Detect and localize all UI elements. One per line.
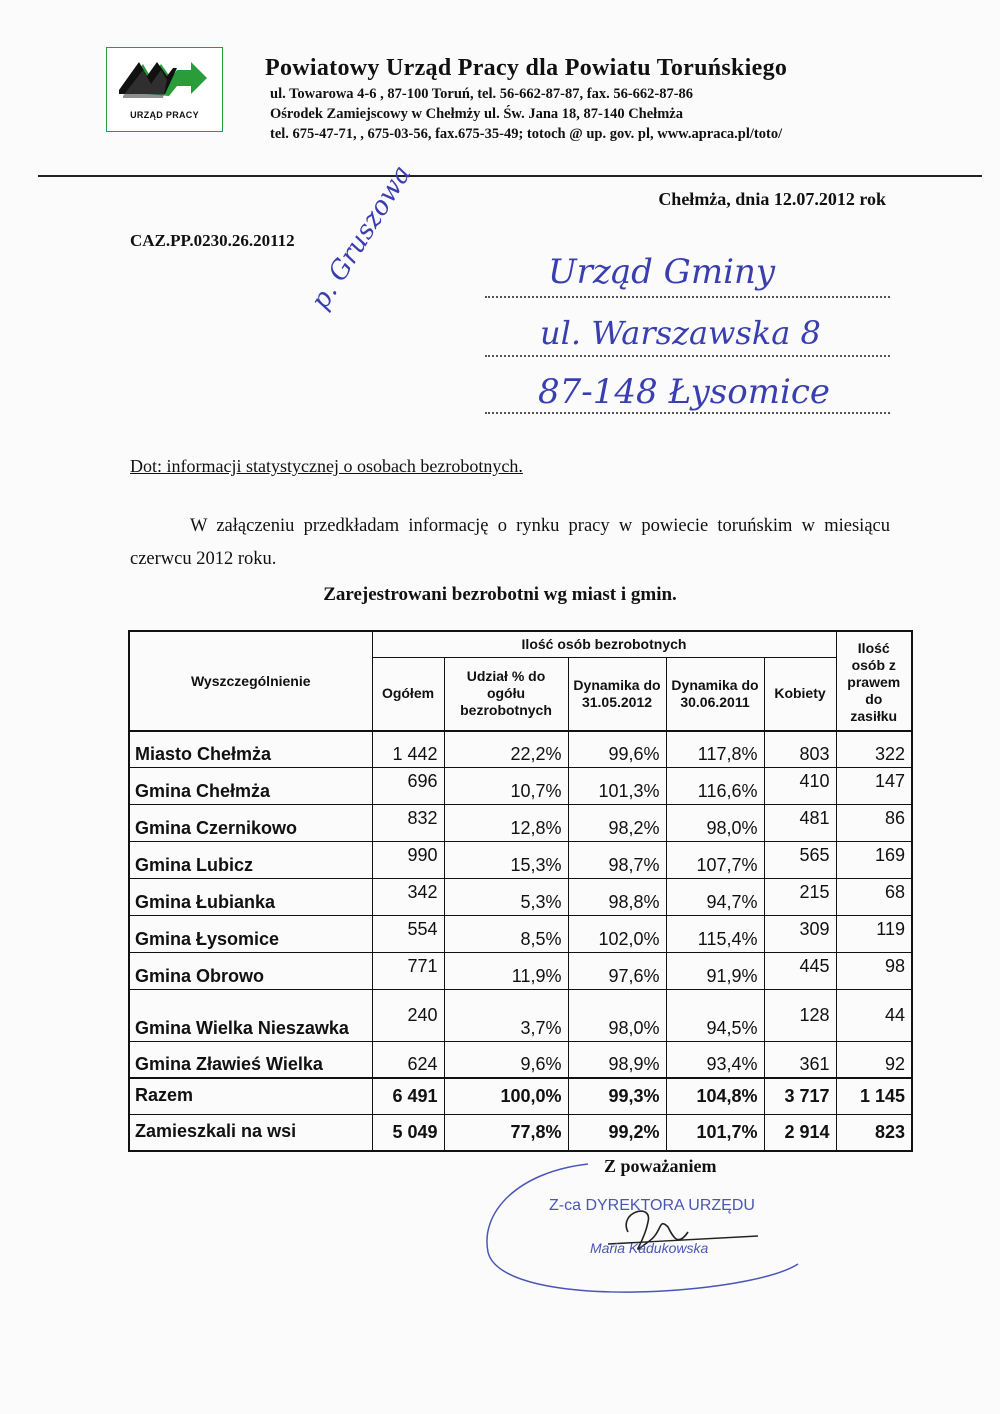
cell-dyn2: 115,4% xyxy=(666,916,764,953)
cell-women: 361 xyxy=(764,1042,836,1079)
cell-total: 240 xyxy=(372,990,444,1042)
cell-benefit: 98 xyxy=(836,953,912,990)
cell-benefit: 44 xyxy=(836,990,912,1042)
cell-women: 481 xyxy=(764,805,836,842)
row-name: Razem xyxy=(129,1078,372,1115)
cell-dyn1: 98,7% xyxy=(568,842,666,879)
cell-dyn2: 94,5% xyxy=(666,990,764,1042)
cell-dyn1: 98,0% xyxy=(568,990,666,1042)
reference-number: CAZ.PP.0230.26.20112 xyxy=(130,231,295,250)
cell-benefit: 322 xyxy=(836,731,912,768)
recipient-dotline-1 xyxy=(485,296,890,298)
organization-name: Powiatowy Urząd Pracy dla Powiatu Toruńskiego xyxy=(265,55,788,81)
cell-total: 990 xyxy=(372,842,444,879)
cell-share: 5,3% xyxy=(444,879,568,916)
table-total-row xyxy=(129,1078,912,1115)
col-header-dyn2: Dynamika do 30.06.2011 xyxy=(666,657,764,731)
cell-share: 100,0% xyxy=(444,1078,568,1115)
col-header-share: Udział % do ogółu bezrobotnych xyxy=(444,657,568,731)
cell-share: 15,3% xyxy=(444,842,568,879)
col-header-women: Kobiety xyxy=(764,657,836,731)
cell-benefit: 68 xyxy=(836,879,912,916)
cell-share: 11,9% xyxy=(444,953,568,990)
cell-women: 2 914 xyxy=(764,1115,836,1152)
col-header-main: Wyszczególnienie xyxy=(129,631,372,731)
cell-dyn2: 101,7% xyxy=(666,1115,764,1152)
recipient-line-1: Urząd Gminy xyxy=(548,252,776,292)
address-line-3: tel. 675-47-71, , 675-03-56, fax.675-35-49; totoch @ up. gov. pl, www.apraca.pl/toto/ xyxy=(270,126,783,142)
table-row xyxy=(129,731,912,768)
cell-dyn1: 99,3% xyxy=(568,1078,666,1115)
row-name: Gmina Zławieś Wielka xyxy=(129,1042,372,1079)
cell-dyn2: 91,9% xyxy=(666,953,764,990)
cell-women: 128 xyxy=(764,990,836,1042)
table-row xyxy=(129,990,912,1042)
row-name: Gmina Wielka Nieszawka xyxy=(129,990,372,1042)
cell-benefit: 169 xyxy=(836,842,912,879)
cell-dyn2: 98,0% xyxy=(666,805,764,842)
closing-regards: Z poważaniem xyxy=(604,1156,717,1176)
cell-share: 22,2% xyxy=(444,731,568,768)
col-header-dyn1: Dynamika do 31.05.2012 xyxy=(568,657,666,731)
cell-women: 215 xyxy=(764,879,836,916)
cell-dyn2: 116,6% xyxy=(666,768,764,805)
cell-benefit: 1 145 xyxy=(836,1078,912,1115)
cell-benefit: 86 xyxy=(836,805,912,842)
cell-dyn1: 98,2% xyxy=(568,805,666,842)
row-name: Gmina Czernikowo xyxy=(129,805,372,842)
col-header-group: Ilość osób bezrobotnych xyxy=(372,631,836,657)
cell-total: 6 491 xyxy=(372,1078,444,1115)
cell-women: 410 xyxy=(764,768,836,805)
office-logo xyxy=(106,47,223,132)
address-line-1: ul. Towarowa 4-6 , 87-100 Toruń, tel. 56-662-87-87, fax. 56-662-87-86 xyxy=(270,86,694,102)
cell-benefit: 92 xyxy=(836,1042,912,1079)
date-line: Chełmża, dnia 12.07.2012 rok xyxy=(658,189,886,209)
cell-benefit: 147 xyxy=(836,768,912,805)
row-name: Gmina Łysomice xyxy=(129,916,372,953)
row-name: Gmina Lubicz xyxy=(129,842,372,879)
cell-total: 342 xyxy=(372,879,444,916)
stamp-name: Maria Kadukowska xyxy=(590,1240,709,1256)
recipient-dotline-2 xyxy=(485,355,890,357)
address-line-2: Ośrodek Zamiejscowy w Chełmży ul. Św. Jana 18, 87-140 Chełmża xyxy=(270,106,683,122)
cell-share: 10,7% xyxy=(444,768,568,805)
cell-dyn1: 97,6% xyxy=(568,953,666,990)
cell-women: 445 xyxy=(764,953,836,990)
cell-women: 565 xyxy=(764,842,836,879)
cell-dyn2: 117,8% xyxy=(666,731,764,768)
cell-women: 3 717 xyxy=(764,1078,836,1115)
cell-total: 832 xyxy=(372,805,444,842)
cell-total: 696 xyxy=(372,768,444,805)
cell-dyn2: 107,7% xyxy=(666,842,764,879)
cell-dyn2: 94,7% xyxy=(666,879,764,916)
cell-total: 5 049 xyxy=(372,1115,444,1152)
cell-total: 1 442 xyxy=(372,731,444,768)
row-name: Zamieszkali na wsi xyxy=(129,1115,372,1152)
col-header-benefit: Ilość osób z prawem do zasiłku xyxy=(836,631,912,731)
table-row xyxy=(129,1042,912,1079)
row-name: Miasto Chełmża xyxy=(129,731,372,768)
row-name: Gmina Łubianka xyxy=(129,879,372,916)
cell-dyn1: 102,0% xyxy=(568,916,666,953)
cell-dyn1: 98,9% xyxy=(568,1042,666,1079)
cell-dyn2: 104,8% xyxy=(666,1078,764,1115)
recipient-line-2: ul. Warszawska 8 xyxy=(540,314,821,352)
cell-dyn1: 99,2% xyxy=(568,1115,666,1152)
cell-total: 771 xyxy=(372,953,444,990)
cell-dyn1: 99,6% xyxy=(568,731,666,768)
cell-share: 8,5% xyxy=(444,916,568,953)
subject-line: Dot: informacji statystycznej o osobach bezrobotnych. xyxy=(130,456,523,476)
recipient-line-3: 87-148 Łysomice xyxy=(538,372,831,412)
table-row xyxy=(129,916,912,953)
cell-benefit: 119 xyxy=(836,916,912,953)
cell-share: 3,7% xyxy=(444,990,568,1042)
body-paragraph: W załączeniu przedkładam informację o rynku pracy w powiecie toruńskim w miesiącu czerwcu 2012 roku. xyxy=(130,516,890,569)
cell-dyn1: 101,3% xyxy=(568,768,666,805)
stamp-title: Z-ca DYREKTORA URZĘDU xyxy=(549,1197,755,1214)
cell-share: 12,8% xyxy=(444,805,568,842)
header-divider xyxy=(38,175,982,177)
handwritten-annotation: p. Gruszowa xyxy=(305,160,418,315)
cell-dyn1: 98,8% xyxy=(568,879,666,916)
table-total-row xyxy=(129,1115,912,1152)
logo-caption: URZĄD PRACY xyxy=(130,110,199,120)
cell-total: 554 xyxy=(372,916,444,953)
table-title: Zarejestrowani bezrobotni wg miast i gmin. xyxy=(323,584,677,605)
table-row xyxy=(129,842,912,879)
table-row xyxy=(129,768,912,805)
row-name: Gmina Chełmża xyxy=(129,768,372,805)
cell-women: 803 xyxy=(764,731,836,768)
unemployment-table xyxy=(128,630,913,1152)
cell-share: 9,6% xyxy=(444,1042,568,1079)
cell-dyn2: 93,4% xyxy=(666,1042,764,1079)
recipient-dotline-3 xyxy=(485,412,890,414)
cell-total: 624 xyxy=(372,1042,444,1079)
table-row xyxy=(129,953,912,990)
row-name: Gmina Obrowo xyxy=(129,953,372,990)
col-header-total: Ogółem xyxy=(372,657,444,731)
cell-share: 77,8% xyxy=(444,1115,568,1152)
cell-women: 309 xyxy=(764,916,836,953)
arrows-logo-icon xyxy=(117,56,213,104)
table-row xyxy=(129,805,912,842)
cell-benefit: 823 xyxy=(836,1115,912,1152)
table-row xyxy=(129,879,912,916)
